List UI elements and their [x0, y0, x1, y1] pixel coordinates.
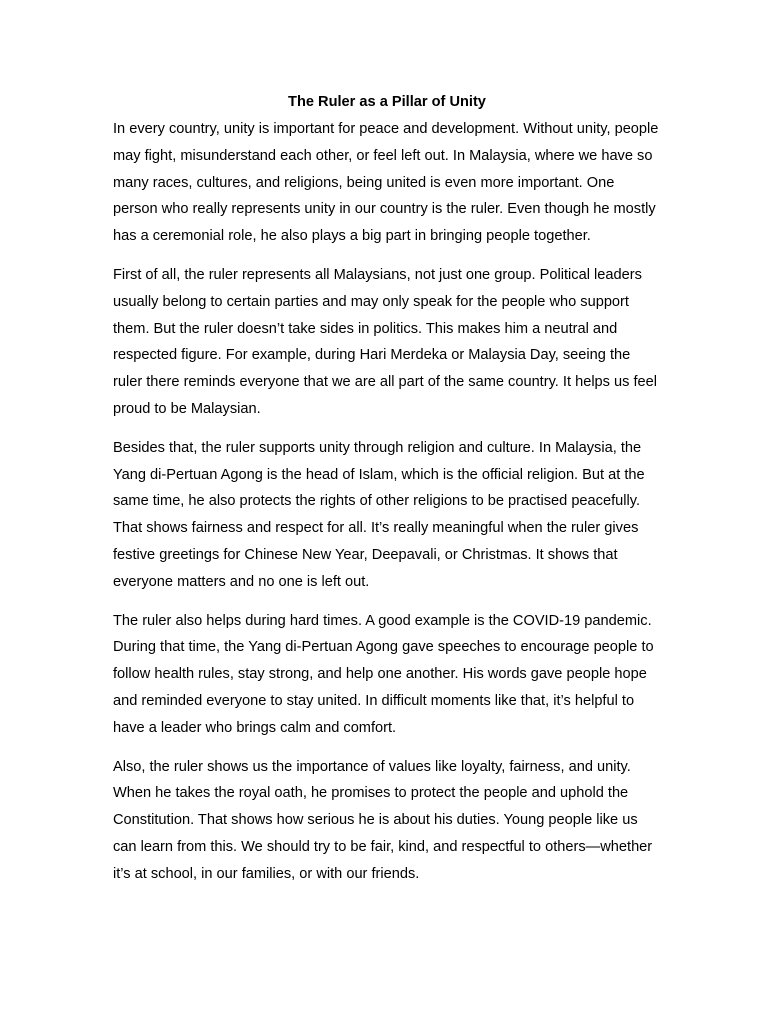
- paragraph-religion-culture: Besides that, the ruler supports unity through religion and culture. In Malaysia, the Yang di-Pertuan Agong is the head of Islam, which is the official religion. But at the same time, he also protects the rights of other religions to be practised peacefully. That shows fairness and respect for all. It’s really meaningful when the ruler gives festive greetings for Chinese New Year, Deepavali, or Christmas. It shows that everyone matters and no one is left out.: [113, 439, 645, 590]
- paragraph-values: Also, the ruler shows us the importance of values like loyalty, fairness, and unity. When he takes the royal oath, he promises to protect the people and uphold the Constitution. That shows how serious he is about his duties. Young people like us can learn from this. We should try to be fair, kind, and respectful to others—whether it’s at school, in our families, or with our friends.: [113, 758, 653, 882]
- paragraph-represents-all: First of all, the ruler represents all Malaysians, not just one group. Political leaders usually belong to certain parties and may only speak for the people who support them. But the ruler doesn’t take sides in politics. This makes him a neutral and respected figure. For example, during Hari Merdeka or Malaysia Day, seeing the ruler there reminds everyone that we are all part of the same country. It helps us feel proud to be Malaysian.: [113, 266, 658, 417]
- document-title: The Ruler as a Pillar of Unity: [288, 94, 486, 110]
- paragraph-intro: In every country, unity is important for peace and development. Without unity, people may fight, misunderstand each other, or feel left out. In Malaysia, where we have so many races, cultures, and religions, being united is even more important. One person who really represents unity in our country is the ruler. Even though he mostly has a ceremonial role, he also plays a big part in bringing people together.: [113, 121, 659, 245]
- paragraph-hard-times: The ruler also helps during hard times. A good example is the COVID-19 pandemic. During that time, the Yang di-Pertuan Agong gave speeches to encourage people to follow health rules, stay strong, and help one another. His words gave people hope and reminded everyone to stay united. In difficult moments like that, it’s helpful to have a leader who brings calm and comfort.: [113, 612, 654, 736]
- document-page: [113, 92, 661, 900]
